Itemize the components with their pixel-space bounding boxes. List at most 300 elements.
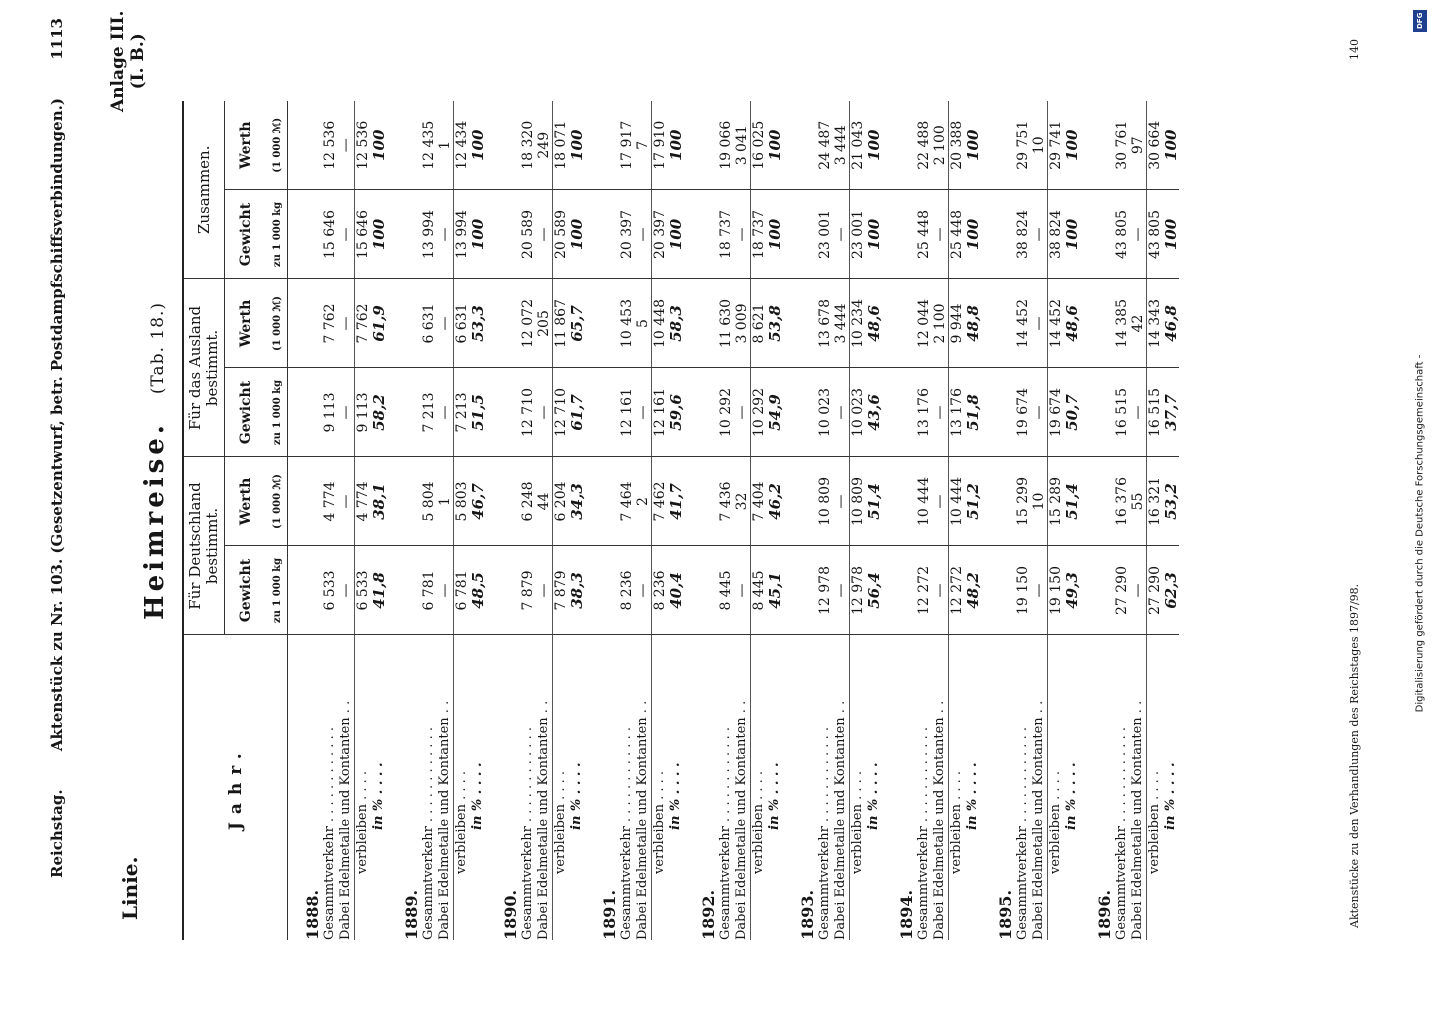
value-cell: 7 213 (454, 368, 471, 457)
table-row (1048, 101, 1065, 940)
col-header-gewicht: Gewicht (225, 190, 268, 279)
table-row (767, 101, 783, 940)
value-cell: 38 824 (1015, 190, 1031, 279)
value-cell: — (635, 368, 652, 457)
row-label: in % . . . . (371, 762, 386, 830)
value-cell: 54,9 (767, 368, 783, 457)
col-header-werth: Werth (225, 457, 268, 546)
header-center: Aktenstück zu Nr. 103. (Gesetzentwurf, betr. Postdampfschiffsverbindungen.) (48, 98, 66, 752)
value-cell: 51,8 (965, 368, 981, 457)
table-row (751, 101, 768, 940)
row-label: verbleiben . . . . (652, 635, 669, 940)
value-cell: 46,7 (470, 457, 486, 546)
col-header-gewicht: Gewicht (225, 368, 268, 457)
data-table (182, 101, 1179, 940)
table-row (652, 101, 669, 940)
value-cell: 9 113 (322, 368, 338, 457)
value-cell: 48,2 (965, 546, 981, 635)
value-cell: 7 462 (652, 457, 669, 546)
group-header-ausland: Für das Ausland bestimmt. (183, 279, 225, 457)
row-label: verbleiben . . . . (850, 635, 867, 940)
value-cell: 27 290 (1114, 546, 1130, 635)
value-cell: 10 453 (619, 279, 635, 368)
value-cell: 49,3 (1064, 546, 1080, 635)
value-cell: 30 664 (1147, 101, 1164, 190)
value-cell: 29 751 (1015, 101, 1031, 190)
value-cell: 34,3 (569, 457, 585, 546)
table-row (932, 101, 949, 940)
value-cell: 100 (1163, 190, 1179, 279)
value-cell: — (734, 546, 751, 635)
table-row (371, 101, 387, 940)
value-cell: 59,6 (668, 368, 684, 457)
value-cell: 48,8 (965, 279, 981, 368)
value-cell: — (437, 190, 454, 279)
value-cell: 6 533 (355, 546, 372, 635)
value-cell: 100 (371, 101, 387, 190)
value-cell: 48,6 (866, 279, 882, 368)
value-cell: 12 710 (520, 368, 536, 457)
value-cell: 48,5 (470, 546, 486, 635)
value-cell: 8 445 (751, 546, 768, 635)
value-cell: 19 674 (1015, 368, 1031, 457)
spacer-cell (387, 457, 421, 546)
value-cell: — (734, 190, 751, 279)
row-label: Gesammtverkehr . . . . . . . . . . . . (718, 727, 733, 940)
value-cell: 10 448 (652, 279, 669, 368)
value-cell: 45,1 (767, 546, 783, 635)
year-label: 1888. (303, 889, 322, 940)
value-cell: 100 (1064, 190, 1080, 279)
value-cell: 43,6 (866, 368, 882, 457)
value-cell: 13 994 (421, 190, 437, 279)
value-cell: 23 001 (850, 190, 867, 279)
value-cell: 7 213 (421, 368, 437, 457)
value-cell: 100 (470, 190, 486, 279)
spacer-cell (1080, 368, 1114, 457)
value-cell: — (536, 190, 553, 279)
spacer-cell (684, 190, 718, 279)
spacer-cell (288, 190, 323, 279)
value-cell: 20 388 (949, 101, 966, 190)
spacer-cell (882, 368, 916, 457)
spacer-cell (486, 368, 520, 457)
spacer-cell (882, 457, 916, 546)
row-label: Dabei Edelmetalle und Kontanten . . (536, 700, 551, 940)
value-cell: — (437, 279, 454, 368)
value-cell: 53,2 (1163, 457, 1179, 546)
title-tab: (Tab. 18.) (148, 301, 168, 395)
value-cell: 14 343 (1147, 279, 1164, 368)
value-cell: 13 176 (916, 368, 932, 457)
spacer-cell (387, 546, 421, 635)
value-cell: 42 (1130, 279, 1147, 368)
value-cell: 65,7 (569, 279, 585, 368)
page-bottom-number: 140 (1348, 39, 1361, 60)
value-cell: 18 737 (718, 190, 734, 279)
value-cell: 7 762 (355, 279, 372, 368)
value-cell: 19 674 (1048, 368, 1065, 457)
value-cell: 100 (767, 101, 783, 190)
table-row (1163, 101, 1179, 940)
value-cell: 38,3 (569, 546, 585, 635)
table-title (140, 302, 170, 620)
value-cell: 10 023 (850, 368, 867, 457)
value-cell: — (1130, 368, 1147, 457)
table-row (322, 101, 338, 940)
value-cell: 25 448 (949, 190, 966, 279)
value-cell: 7 436 (718, 457, 734, 546)
table-row (1015, 101, 1031, 940)
value-cell: 8 445 (718, 546, 734, 635)
value-cell: 61,7 (569, 368, 585, 457)
value-cell: 5 804 (421, 457, 437, 546)
value-cell: 20 589 (553, 190, 570, 279)
value-cell: 6 204 (553, 457, 570, 546)
value-cell: 51,5 (470, 368, 486, 457)
value-cell: 19 066 (718, 101, 734, 190)
table-row (850, 101, 867, 940)
row-label: Dabei Edelmetalle und Kontanten . . (1130, 700, 1145, 940)
spacer-cell (288, 279, 323, 368)
value-cell: 10 809 (817, 457, 833, 546)
spacer-cell (981, 368, 1015, 457)
value-cell: — (1130, 546, 1147, 635)
value-cell: 29 741 (1048, 101, 1065, 190)
row-label: in % . . . . (470, 762, 485, 830)
value-cell: 11 630 (718, 279, 734, 368)
table-row (949, 101, 966, 940)
value-cell: 17 910 (652, 101, 669, 190)
spacer-cell (387, 190, 421, 279)
row-label: Dabei Edelmetalle und Kontanten . . (437, 700, 452, 940)
row-label: Gesammtverkehr . . . . . . . . . . . . (1114, 727, 1129, 940)
row-label: Gesammtverkehr . . . . . . . . . . . . (817, 727, 832, 940)
row-label: in % . . . . (866, 762, 881, 830)
value-cell: — (437, 368, 454, 457)
spacer-cell (288, 546, 323, 635)
value-cell: 7 879 (553, 546, 570, 635)
value-cell: — (932, 190, 949, 279)
spacer-cell (981, 279, 1015, 368)
value-cell: 24 487 (817, 101, 833, 190)
value-cell: — (833, 190, 850, 279)
spacer-cell (585, 279, 619, 368)
value-cell: 5 (635, 279, 652, 368)
value-cell: 5 803 (454, 457, 471, 546)
row-label: verbleiben . . . . (1048, 635, 1065, 940)
value-cell: 30 761 (1114, 101, 1130, 190)
value-cell: 7 (635, 101, 652, 190)
value-cell: 50,7 (1064, 368, 1080, 457)
value-cell: 6 781 (454, 546, 471, 635)
group-header-zusammen: Zusammen. (183, 101, 225, 279)
spacer-cell (1080, 457, 1114, 546)
table-body (288, 101, 1180, 940)
jahr-header: Jahr. (183, 635, 288, 940)
spacer-cell (387, 101, 421, 190)
row-label: verbleiben . . . . (949, 635, 966, 940)
spacer-cell (783, 279, 817, 368)
spacer-cell (783, 457, 817, 546)
value-cell: 25 448 (916, 190, 932, 279)
value-cell: 43 805 (1147, 190, 1164, 279)
row-label: Dabei Edelmetalle und Kontanten . . (338, 700, 353, 940)
spacer-cell (882, 190, 916, 279)
value-cell: 40,4 (668, 546, 684, 635)
header-page-number: 1113 (48, 18, 66, 60)
value-cell: 12 536 (355, 101, 372, 190)
value-cell: 100 (866, 101, 882, 190)
value-cell: 3 444 (833, 279, 850, 368)
value-cell: 16 321 (1147, 457, 1164, 546)
value-cell: 41,7 (668, 457, 684, 546)
anlage-line1: Anlage III. (108, 10, 128, 112)
value-cell: — (635, 190, 652, 279)
value-cell: — (932, 457, 949, 546)
value-cell: 15 646 (355, 190, 372, 279)
row-label: verbleiben . . . . (1147, 635, 1164, 940)
value-cell: 43 805 (1114, 190, 1130, 279)
value-cell: 7 464 (619, 457, 635, 546)
value-cell: 7 762 (322, 279, 338, 368)
value-cell: — (338, 546, 355, 635)
value-cell: 27 290 (1147, 546, 1164, 635)
value-cell: 100 (569, 101, 585, 190)
table-row (1031, 101, 1048, 940)
row-label: Dabei Edelmetalle und Kontanten . . (635, 700, 650, 940)
value-cell: 38 824 (1048, 190, 1065, 279)
value-cell: 23 001 (817, 190, 833, 279)
value-cell: 46,8 (1163, 279, 1179, 368)
value-cell: 51,2 (965, 457, 981, 546)
value-cell: 13 994 (454, 190, 471, 279)
value-cell: 16 376 (1114, 457, 1130, 546)
value-cell: 51,4 (866, 457, 882, 546)
table-row (718, 101, 734, 940)
value-cell: 12 434 (454, 101, 471, 190)
row-label: Gesammtverkehr . . . . . . . . . . . . (421, 727, 436, 940)
value-cell: — (536, 546, 553, 635)
row-label: in % . . . . (569, 762, 584, 830)
footer-note: Aktenstücke zu den Verhandlungen des Reichstages 1897/98. (1348, 583, 1361, 928)
value-cell: 10 (1031, 457, 1048, 546)
table-row (520, 101, 536, 940)
dfg-logo: DFG (1413, 10, 1427, 32)
spacer-cell (1080, 101, 1114, 190)
value-cell: 10 444 (916, 457, 932, 546)
unit-werth: (1 000 ℳ) (267, 279, 288, 368)
linie-label: Linie. (118, 856, 142, 920)
table-row (668, 101, 684, 940)
value-cell: 100 (668, 101, 684, 190)
spacer-cell (981, 190, 1015, 279)
row-label: Dabei Edelmetalle und Kontanten . . (833, 700, 848, 940)
value-cell: 10 444 (949, 457, 966, 546)
value-cell: 4 774 (355, 457, 372, 546)
value-cell: — (536, 368, 553, 457)
spacer-cell (387, 279, 421, 368)
value-cell: 19 150 (1048, 546, 1065, 635)
value-cell: 12 978 (817, 546, 833, 635)
value-cell: 58,2 (371, 368, 387, 457)
spacer-cell (981, 101, 1015, 190)
table-row (355, 101, 372, 940)
spacer-cell (1080, 190, 1114, 279)
value-cell: 12 044 (916, 279, 932, 368)
dfg-credit: Digitalisierung gefördert durch die Deutsche Forschungsgemeinschaft - (1414, 354, 1426, 713)
value-cell: 32 (734, 457, 751, 546)
value-cell: 19 150 (1015, 546, 1031, 635)
value-cell: 12 161 (652, 368, 669, 457)
value-cell: 22 488 (916, 101, 932, 190)
row-label: in % . . . . (1163, 762, 1178, 830)
row-label: verbleiben . . . . (454, 635, 471, 940)
value-cell: 12 435 (421, 101, 437, 190)
value-cell: — (437, 546, 454, 635)
spacer-cell (486, 546, 520, 635)
value-cell: — (1031, 368, 1048, 457)
value-cell: 4 774 (322, 457, 338, 546)
row-label: Dabei Edelmetalle und Kontanten . . (1031, 700, 1046, 940)
row-label: in % . . . . (767, 762, 782, 830)
value-cell: 10 (1031, 101, 1048, 190)
value-cell: 100 (965, 190, 981, 279)
spacer-cell (981, 546, 1015, 635)
table-row (833, 101, 850, 940)
spacer-cell (783, 101, 817, 190)
value-cell: 100 (866, 190, 882, 279)
value-cell: — (338, 101, 355, 190)
value-cell: 61,9 (371, 279, 387, 368)
value-cell: 58,3 (668, 279, 684, 368)
value-cell: 10 023 (817, 368, 833, 457)
table-row (1114, 101, 1130, 940)
value-cell: 53,8 (767, 279, 783, 368)
spacer-cell (585, 457, 619, 546)
value-cell: 12 161 (619, 368, 635, 457)
row-label: Gesammtverkehr . . . . . . . . . . . . (619, 727, 634, 940)
running-header (48, 18, 66, 878)
value-cell: 56,4 (866, 546, 882, 635)
value-cell: — (734, 368, 751, 457)
value-cell: 6 631 (454, 279, 471, 368)
value-cell: 9 113 (355, 368, 372, 457)
year-label: 1890. (501, 889, 520, 940)
spacer-cell (288, 101, 323, 190)
col-header-gewicht: Gewicht (225, 546, 268, 635)
value-cell: 17 917 (619, 101, 635, 190)
table-row (817, 101, 833, 940)
table-row (1064, 101, 1080, 940)
value-cell: 20 589 (520, 190, 536, 279)
spacer-cell (684, 546, 718, 635)
value-cell: 18 737 (751, 190, 768, 279)
value-cell: 16 515 (1114, 368, 1130, 457)
row-label: verbleiben . . . . (751, 635, 768, 940)
value-cell: 41,8 (371, 546, 387, 635)
col-header-werth: Werth (225, 279, 268, 368)
row-label: Gesammtverkehr . . . . . . . . . . . . (322, 727, 337, 940)
value-cell: 100 (1064, 101, 1080, 190)
value-cell: 12 072 (520, 279, 536, 368)
value-cell: 16 515 (1147, 368, 1164, 457)
year-label: 1892. (699, 889, 718, 940)
spacer-cell (684, 368, 718, 457)
value-cell: — (635, 546, 652, 635)
value-cell: 46,2 (767, 457, 783, 546)
value-cell: 55 (1130, 457, 1147, 546)
value-cell: 249 (536, 101, 553, 190)
spacer-cell (486, 190, 520, 279)
value-cell: — (1130, 190, 1147, 279)
unit-gewicht: zu 1 000 kg (267, 546, 288, 635)
value-cell: 15 646 (322, 190, 338, 279)
value-cell: 97 (1130, 101, 1147, 190)
spacer-cell (1080, 279, 1114, 368)
value-cell: — (338, 190, 355, 279)
value-cell: — (338, 457, 355, 546)
year-label: 1891. (600, 889, 619, 940)
table-row (569, 101, 585, 940)
spacer-cell (288, 368, 323, 457)
value-cell: — (833, 368, 850, 457)
value-cell: — (833, 457, 850, 546)
value-cell: 10 234 (850, 279, 867, 368)
spacer-cell (585, 368, 619, 457)
value-cell: 15 299 (1015, 457, 1031, 546)
value-cell: 100 (767, 190, 783, 279)
value-cell: — (338, 279, 355, 368)
value-cell: 12 710 (553, 368, 570, 457)
value-cell: 2 100 (932, 101, 949, 190)
spacer-cell (882, 546, 916, 635)
spacer-cell (882, 101, 916, 190)
value-cell: 53,3 (470, 279, 486, 368)
value-cell: 1 (437, 101, 454, 190)
year-label: 1896. (1095, 889, 1114, 940)
table-row (553, 101, 570, 940)
spacer-cell (486, 457, 520, 546)
year-label: 1893. (798, 889, 817, 940)
value-cell: 100 (371, 190, 387, 279)
group-header-deutschland: Für Deutschland bestimmt. (183, 457, 225, 635)
row-label: Gesammtverkehr . . . . . . . . . . . . (1015, 727, 1030, 940)
table-row (470, 101, 486, 940)
anlage-line2: (I. B.) (128, 33, 148, 90)
value-cell: — (338, 368, 355, 457)
value-cell: 12 272 (916, 546, 932, 635)
year-label: 1894. (897, 889, 916, 940)
row-label: Dabei Edelmetalle und Kontanten . . (734, 700, 749, 940)
table-row (437, 101, 454, 940)
value-cell: 8 236 (652, 546, 669, 635)
table-row (619, 101, 635, 940)
value-cell: 6 781 (421, 546, 437, 635)
unit-gewicht: zu 1 000 kg (267, 368, 288, 457)
row-label: Dabei Edelmetalle und Kontanten . . (932, 700, 947, 940)
table-row (454, 101, 471, 940)
value-cell: 100 (470, 101, 486, 190)
spacer-cell (1080, 546, 1114, 635)
value-cell: 37,7 (1163, 368, 1179, 457)
value-cell: 9 944 (949, 279, 966, 368)
value-cell: 100 (668, 190, 684, 279)
spacer-cell (882, 279, 916, 368)
value-cell: 10 809 (850, 457, 867, 546)
value-cell: 18 320 (520, 101, 536, 190)
dfg-sidebar (1410, 8, 1430, 996)
